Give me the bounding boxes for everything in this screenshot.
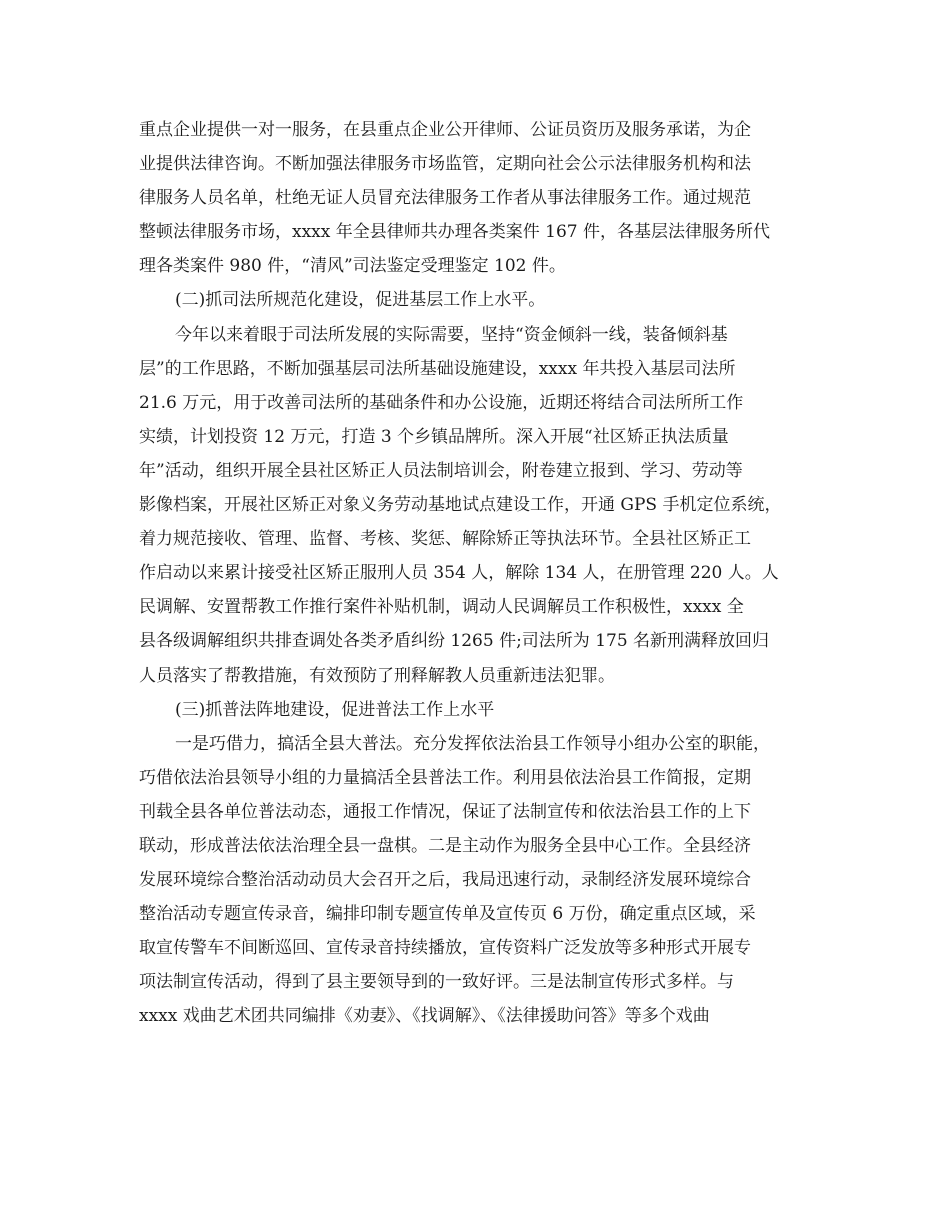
paragraph-line: 21.6 万元，用于改善司法所的基础条件和办公设施，近期还将结合司法所所工作: [139, 392, 744, 413]
section-heading: (二)抓司法所规范化建设，促进基层工作上水平。: [175, 290, 546, 311]
paragraph-line: 项法制宣传活动，得到了县主要领导到的一致好评。三是法制宣传形式多样。与: [139, 972, 734, 993]
paragraph-line: 影像档案，开展社区矫正对象义务劳动基地试点建设工作，开通 GPS 手机定位系统，: [139, 495, 782, 516]
paragraph-line: 年”活动，组织开展全县社区矫正人员法制培训会，附卷建立报到、学习、劳动等: [139, 460, 743, 481]
paragraph-line: 联动，形成普法依法治理全县一盘棋。二是主动作为服务全县中心工作。全县经济: [139, 835, 751, 856]
section-heading: (三)抓普法阵地建设，促进普法工作上水平: [175, 699, 495, 720]
paragraph-line: 重点企业提供一对一服务，在县重点企业公开律师、公证员资历及服务承诺，为企: [139, 120, 751, 140]
paragraph-line: 一是巧借力，搞活全县大普法。充分发挥依法治县工作领导小组办公室的职能，: [175, 733, 770, 754]
paragraph-line: 今年以来着眼于司法所发展的实际需要，坚持“资金倾斜一线，装备倾斜基: [175, 324, 728, 345]
paragraph-line: xxxx 戏曲艺术团共同编排《劝妻》、《找调解》、《法律援助问答》等多个戏曲: [139, 1006, 710, 1027]
document-body: [139, 113, 829, 1034]
paragraph-line: 发展环境综合整治活动动员大会召开之后，我局迅速行动，录制经济发展环境综合: [139, 870, 751, 891]
paragraph-line: 巧借依法治县领导小组的力量搞活全县普法工作。利用县依法治县工作简报，定期: [139, 767, 751, 788]
paragraph-line: 整治活动专题宣传录音，编排印制专题宣传单及宣传页 6 万份，确定重点区域，采: [139, 904, 756, 925]
paragraph-line: 刊载全县各单位普法动态，通报工作情况，保证了法制宣传和依法治县工作的上下: [139, 801, 751, 822]
paragraph-line: 业提供法律咨询。不断加强法律服务市场监管，定期向社会公示法律服务机构和法: [139, 154, 751, 175]
paragraph-line: 县各级调解组织共排查调处各类矛盾纠纷 1265 件;司法所为 175 名新刑满释放回归: [139, 631, 770, 652]
paragraph-line: 层”的工作思路，不断加强基层司法所基础设施建设，xxxx 年共投入基层司法所: [139, 358, 736, 379]
paragraph-line: 整顿法律服务市场，xxxx 年全县律师共办理各类案件 167 件，各基层法律服务所代: [139, 222, 771, 243]
paragraph-line: 作启动以来累计接受社区矫正服刑人员 354 人，解除 134 人，在册管理 220 人。人: [139, 563, 779, 584]
paragraph-line: 取宣传警车不间断巡回、宣传录音持续播放，宣传资料广泛发放等多种形式开展专: [139, 938, 751, 959]
paragraph-line: 律服务人员名单，杜绝无证人员冒充法律服务工作者从事法律服务工作。通过规范: [139, 188, 751, 209]
paragraph-line: 理各类案件 980 件，“清风”司法鉴定受理鉴定 102 件。: [139, 256, 566, 277]
paragraph-line: 人员落实了帮教措施，有效预防了刑释解教人员重新违法犯罪。: [139, 665, 615, 686]
paragraph-line: 民调解、安置帮教工作推行案件补贴机制，调动人民调解员工作积极性，xxxx 全: [139, 597, 744, 618]
paragraph-line: 实绩，计划投资 12 万元，打造 3 个乡镇品牌所。深入开展“社区矫正执法质量: [139, 426, 729, 447]
paragraph-line: 着力规范接收、管理、监督、考核、奖惩、解除矫正等执法环节。全县社区矫正工: [139, 529, 751, 550]
